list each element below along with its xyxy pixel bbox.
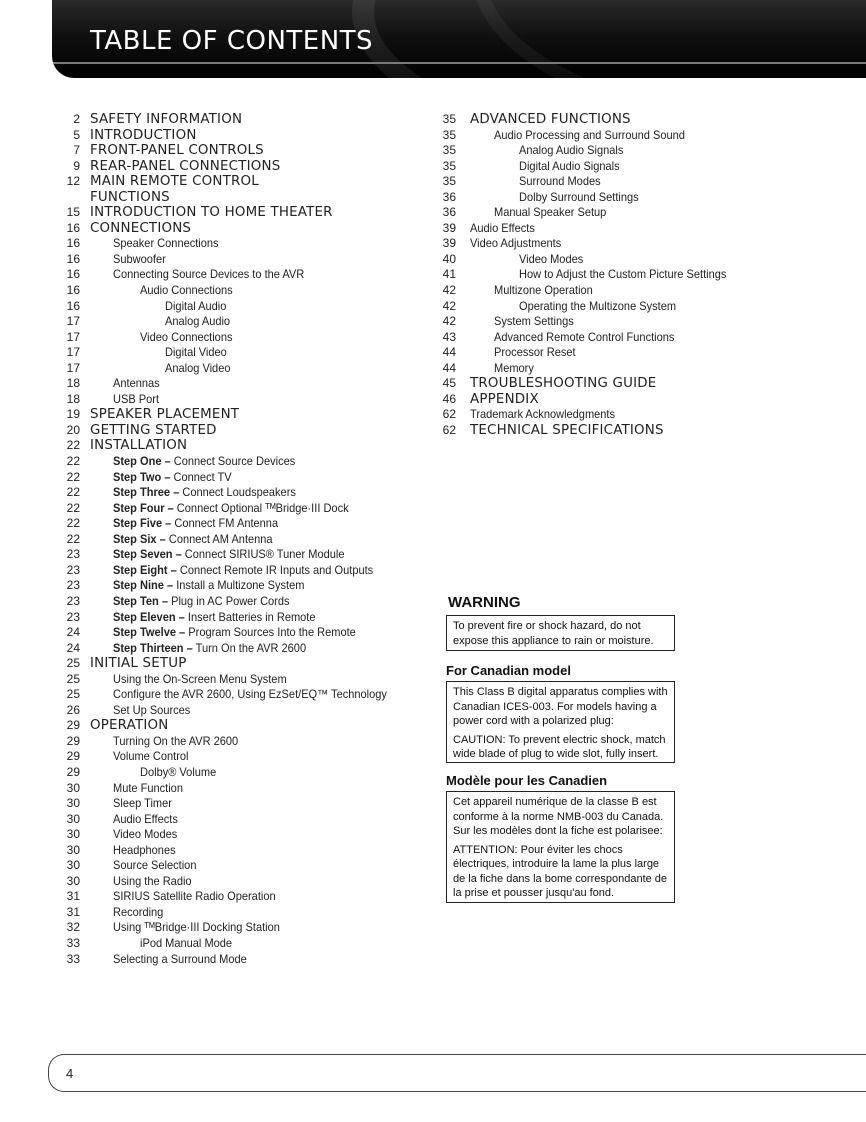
toc-entry (438, 376, 858, 392)
toc-page-number: 17 (66, 329, 80, 344)
toc-entry (438, 236, 858, 252)
toc-step-label: Step Seven – (113, 547, 182, 562)
toc-page-number: 5 (73, 127, 80, 142)
toc-entry (56, 174, 426, 205)
toc-entry-label: Headphones (113, 842, 176, 857)
toc-page-number: 62 (442, 407, 456, 422)
toc-step-label: Step Eleven – (113, 609, 185, 624)
toc-entry-label: Memory (494, 360, 534, 375)
toc-entry (438, 314, 858, 330)
toc-page-number: 22 (66, 500, 80, 515)
toc-entry (56, 454, 426, 470)
toc-entry-label: TROUBLESHOOTING GUIDE (470, 376, 657, 392)
toc-entry-label: USB Port (113, 391, 160, 406)
toc-entry (56, 749, 426, 765)
toc-entry-label: Analog Video (165, 360, 231, 375)
toc-page-number: 40 (442, 251, 456, 266)
toc-page-number: 16 (66, 267, 80, 282)
toc-step-label: Step Twelve – (113, 625, 186, 640)
toc-page-number: 25 (66, 671, 80, 686)
toc-step-text: Install a Multizone System (176, 578, 305, 593)
toc-entry-label: Multizone Operation (494, 283, 593, 298)
toc-page-number: 22 (66, 438, 80, 453)
toc-entry (438, 174, 858, 190)
toc-page-number: 17 (66, 314, 80, 329)
toc-entry-label: INSTALLATION (90, 438, 188, 454)
toc-entry-label: Antennas (113, 376, 160, 391)
toc-page-number: 9 (73, 158, 80, 173)
toc-page-number: 26 (66, 702, 80, 717)
toc-entry-label: SIRIUS Satellite Radio Operation (113, 889, 276, 904)
toc-entry (56, 283, 426, 299)
toc-entry (56, 796, 426, 812)
toc-step-text: Connect AM Antenna (168, 531, 273, 546)
toc-entry-label: Video Connections (140, 329, 233, 344)
toc-entry-label: MAIN REMOTE CONTROL FUNCTIONS (90, 174, 259, 205)
toc-entry-label (113, 532, 401, 548)
toc-entry-label: Audio Processing and Surround Sound (494, 127, 685, 142)
toc-entry (56, 563, 426, 579)
toc-entry (56, 827, 426, 843)
toc-page-number: 12 (66, 174, 80, 189)
toc-entry (56, 392, 426, 408)
toc-page-number: 22 (66, 531, 80, 546)
toc-page-number: 42 (442, 283, 456, 298)
toc-entry (56, 128, 426, 144)
toc-entry-label: Audio Effects (113, 811, 178, 826)
toc-entry-label: Advanced Remote Control Functions (494, 329, 675, 344)
toc-entry-label: TECHNICAL SPECIFICATIONS (470, 422, 664, 438)
toc-page-number: 33 (66, 935, 80, 950)
toc-entry (438, 423, 858, 439)
toc-page-number: 36 (442, 189, 456, 204)
toc-entry (56, 703, 426, 719)
toc-page-number: 41 (442, 267, 456, 282)
toc-step-label: Step One – (113, 454, 171, 469)
toc-entry (56, 516, 426, 532)
toc-page-number: 19 (66, 407, 80, 422)
toc-page-number: 2 (73, 112, 80, 126)
toc-entry (438, 159, 858, 175)
toc-entry-label (113, 547, 401, 563)
toc-entry (438, 299, 858, 315)
toc-page-number: 42 (442, 314, 456, 329)
toc-entry-label (113, 485, 401, 501)
toc-entry-label: Using the On-Screen Menu System (113, 671, 287, 686)
toc-page-number: 29 (66, 733, 80, 748)
toc-step-text: Connect SIRIUS® Tuner Module (184, 547, 345, 562)
toc-entry-label (113, 516, 401, 532)
toc-entry-label (113, 610, 401, 626)
toc-step-label: Step Four – (113, 500, 174, 515)
toc-entry (56, 485, 426, 501)
toc-entry (438, 112, 858, 128)
toc-page-number: 25 (66, 656, 80, 671)
canadian-title: For Canadian model (446, 663, 571, 678)
toc-page-number: 23 (66, 578, 80, 593)
toc-step-text: Connect Optional ᵀᴹBridge·III Dock (176, 500, 349, 515)
toc-page-number: 30 (66, 858, 80, 873)
toc-entry-label: Digital Audio Signals (519, 158, 620, 173)
toc-entry-label: INTRODUCTION (90, 127, 197, 143)
toc-entry-label (113, 594, 401, 610)
canadian-paragraph-1: This Class B digital apparatus complies with Canadian ICES-003. For models having a power cord with a polarized plug: (453, 686, 668, 727)
toc-entry-label: Source Selection (113, 858, 197, 873)
toc-entry (56, 267, 426, 283)
canadien-paragraph-2: ATTENTION: Pour éviter les chocs électriques, introduire la lame la plus large de la fiche dans la bome correspondante de la prise et pousser jusqu'au fond. (453, 843, 668, 899)
toc-page-number: 29 (66, 764, 80, 779)
toc-page-number: 43 (442, 329, 456, 344)
canadien-paragraph-1: Cet appareil numérique de la classe B est conforme à la norme NMB-003 du Canada. Sur les modèles dont la fiche est polarisee: (453, 796, 664, 837)
toc-entry (56, 687, 426, 703)
toc-entry (438, 361, 858, 377)
toc-entry (56, 143, 426, 159)
toc-entry (56, 625, 426, 641)
footer-frame (48, 1054, 866, 1092)
toc-entry (438, 143, 858, 159)
toc-page-number: 23 (66, 593, 80, 608)
toc-entry (56, 952, 426, 968)
toc-page-number: 30 (66, 827, 80, 842)
toc-page-number: 44 (442, 360, 456, 375)
banner-divider (52, 62, 866, 64)
toc-page-number: 17 (66, 360, 80, 375)
toc-entry-label: SAFETY INFORMATION (90, 112, 243, 127)
toc-entry (438, 205, 858, 221)
toc-page-number: 22 (66, 516, 80, 531)
toc-entry-label: Turning On the AVR 2600 (113, 733, 239, 748)
toc-entry (56, 936, 426, 952)
toc-entry (56, 812, 426, 828)
toc-entry (56, 112, 426, 128)
toc-entry-label: System Settings (494, 314, 574, 329)
toc-entry (56, 734, 426, 750)
toc-entry-label: Digital Audio (165, 298, 227, 313)
toc-entry (56, 843, 426, 859)
canadian-paragraph-2: CAUTION: To prevent electric shock, match wide blade of plug to wide slot, fully insert. (453, 733, 666, 760)
toc-entry (56, 205, 426, 221)
toc-entry-label: OPERATION (90, 718, 169, 734)
toc-step-label: Step Three – (113, 485, 180, 500)
toc-page-number: 22 (66, 469, 80, 484)
toc-entry (56, 361, 426, 377)
toc-entry (56, 376, 426, 392)
toc-entry (56, 159, 426, 175)
toc-entry (56, 221, 426, 237)
canadian-box (446, 681, 675, 763)
toc-entry-label: Video Modes (113, 827, 178, 842)
toc-page-number: 23 (66, 562, 80, 577)
toc-page-number: 15 (66, 205, 80, 220)
toc-entry-label: Video Modes (519, 251, 584, 266)
toc-entry-label: Using ᵀᴹBridge·III Docking Station (113, 920, 280, 935)
toc-page-number: 18 (66, 391, 80, 406)
toc-page-number: 23 (66, 547, 80, 562)
toc-entry (438, 267, 858, 283)
toc-page-number: 23 (66, 609, 80, 624)
toc-entry-label: Audio Effects (470, 220, 535, 235)
toc-entry-label: INTRODUCTION TO HOME THEATER (90, 205, 333, 221)
toc-entry-label (113, 625, 401, 641)
toc-page-number: 35 (442, 174, 456, 189)
toc-step-label: Step Eight – (113, 562, 177, 577)
toc-page-number: 24 (66, 640, 80, 655)
toc-page-number: 42 (442, 298, 456, 313)
toc-entry-label: Volume Control (113, 749, 189, 764)
toc-entry-label (113, 470, 401, 486)
toc-entry (56, 299, 426, 315)
toc-entry (56, 610, 426, 626)
toc-entry-label: ADVANCED FUNCTIONS (470, 112, 631, 127)
toc-page-number: 16 (66, 220, 80, 235)
toc-entry-label: Analog Audio Signals (519, 143, 624, 158)
toc-step-label: Step Six – (113, 531, 166, 546)
warning-box (446, 615, 675, 651)
toc-entry-label: Video Adjustments (470, 236, 562, 251)
toc-page-number: 7 (73, 143, 80, 158)
toc-entry (438, 128, 858, 144)
toc-step-label: Step Nine – (113, 578, 174, 593)
toc-entry-label: Recording (113, 904, 164, 919)
toc-entry-label: iPod Manual Mode (140, 935, 233, 950)
toc-step-label: Step Thirteen – (113, 640, 193, 655)
toc-page-number: 35 (442, 143, 456, 158)
toc-entry-label: GETTING STARTED (90, 422, 217, 438)
toc-right-column (438, 112, 858, 438)
toc-entry-label: Dolby Surround Settings (519, 189, 639, 204)
toc-entry (56, 641, 426, 657)
toc-page-number: 20 (66, 422, 80, 437)
toc-entry-label: Audio Connections (140, 283, 233, 298)
toc-entry (56, 672, 426, 688)
toc-page-number: 16 (66, 283, 80, 298)
toc-entry (56, 438, 426, 454)
toc-page-number: 29 (66, 749, 80, 764)
toc-entry (438, 252, 858, 268)
toc-entry (56, 656, 426, 672)
toc-page-number: 36 (442, 205, 456, 220)
toc-entry (56, 407, 426, 423)
toc-step-text: Connect Remote IR Inputs and Outputs (179, 562, 374, 577)
toc-entry-label: REAR-PANEL CONNECTIONS (90, 158, 281, 174)
toc-page-number: 35 (442, 127, 456, 142)
toc-entry (438, 407, 858, 423)
toc-entry (56, 718, 426, 734)
toc-entry (56, 594, 426, 610)
toc-entry (56, 889, 426, 905)
toc-page-number: 32 (66, 920, 80, 935)
toc-entry-label: Using the Radio (113, 873, 192, 888)
toc-entry (438, 190, 858, 206)
toc-entry-label: Processor Reset (494, 345, 576, 360)
toc-entry-label: SPEAKER PLACEMENT (90, 407, 240, 423)
toc-page-number: 22 (66, 454, 80, 469)
toc-entry (56, 578, 426, 594)
canadien-title: Modèle pour les Canadien (446, 773, 608, 788)
toc-entry-label: Manual Speaker Setup (494, 205, 607, 220)
toc-step-text: Connect Loudspeakers (182, 485, 296, 500)
toc-step-text: Insert Batteries in Remote (187, 609, 316, 624)
toc-page-number: 30 (66, 811, 80, 826)
toc-entry (56, 547, 426, 563)
toc-entry-label (113, 578, 401, 594)
toc-page-number: 31 (66, 889, 80, 904)
toc-step-text: Turn On the AVR 2600 (195, 640, 307, 655)
toc-entry-label: Dolby® Volume (140, 764, 217, 779)
toc-entry (56, 330, 426, 346)
toc-page-number: 30 (66, 842, 80, 857)
toc-entry-label: Sleep Timer (113, 796, 172, 811)
toc-page-number: 30 (66, 780, 80, 795)
toc-entry-label: Trademark Acknowledgments (470, 407, 616, 422)
toc-entry-label: Digital Video (165, 345, 227, 360)
toc-entry (56, 765, 426, 781)
toc-page-number: 46 (442, 391, 456, 406)
toc-entry-label: Connecting Source Devices to the AVR (113, 267, 305, 282)
toc-page-number: 22 (66, 485, 80, 500)
toc-page-number: 16 (66, 251, 80, 266)
toc-entry (438, 283, 858, 299)
toc-page-number: 16 (66, 236, 80, 251)
toc-page-number: 35 (442, 112, 456, 126)
toc-entry (56, 236, 426, 252)
toc-step-label: Step Ten – (113, 593, 169, 608)
toc-page-number: 16 (66, 298, 80, 313)
toc-page-number: 44 (442, 345, 456, 360)
toc-page-number: 62 (442, 422, 456, 437)
toc-page-number: 30 (66, 796, 80, 811)
toc-page-number: 45 (442, 376, 456, 391)
toc-page-number: 31 (66, 904, 80, 919)
toc-entry-label (113, 641, 401, 657)
toc-entry-label: CONNECTIONS (90, 220, 192, 236)
toc-page-number: 39 (442, 220, 456, 235)
toc-step-text: Connect Source Devices (173, 454, 296, 469)
toc-entry (438, 330, 858, 346)
canadien-box (446, 791, 675, 903)
toc-entry-label: Selecting a Surround Mode (113, 951, 247, 966)
toc-entry (438, 221, 858, 237)
toc-entry (56, 470, 426, 486)
toc-page-number: 24 (66, 625, 80, 640)
toc-entry-label: Mute Function (113, 780, 183, 795)
toc-page-number: 18 (66, 376, 80, 391)
toc-page-number: 33 (66, 951, 80, 966)
toc-entry-label: Operating the Multizone System (519, 298, 677, 313)
toc-step-label: Step Five – (113, 516, 172, 531)
toc-page-number: 17 (66, 345, 80, 360)
toc-entry-label: How to Adjust the Custom Picture Settings (519, 267, 727, 282)
toc-step-text: Connect FM Antenna (174, 516, 279, 531)
toc-step-text: Program Sources Into the Remote (188, 625, 356, 640)
toc-entry (438, 345, 858, 361)
toc-step-text: Connect TV (173, 469, 232, 484)
toc-entry-label: INITIAL SETUP (90, 656, 187, 672)
toc-step-text: Plug in AC Power Cords (171, 593, 290, 608)
toc-page-number: 25 (66, 687, 80, 702)
toc-page-number: 29 (66, 718, 80, 733)
toc-page-number: 30 (66, 873, 80, 888)
toc-entry-label: Subwoofer (113, 251, 166, 266)
toc-entry-label: Surround Modes (519, 174, 601, 189)
toc-entry (56, 501, 426, 517)
toc-entry-label: APPENDIX (470, 391, 539, 407)
toc-entry-label: Set Up Sources (113, 702, 191, 717)
toc-entry-label: Configure the AVR 2600, Using EzSet/EQ™ Technology (113, 687, 387, 702)
toc-entry-label (113, 563, 401, 579)
warning-title: WARNING (448, 594, 521, 611)
page-number: 4 (66, 1066, 74, 1081)
toc-entry (56, 874, 426, 890)
toc-entry-label: Speaker Connections (113, 236, 219, 251)
toc-entry (438, 392, 858, 408)
toc-entry (56, 920, 426, 936)
toc-entry (56, 905, 426, 921)
toc-entry (56, 314, 426, 330)
toc-page-number: 35 (442, 158, 456, 173)
toc-page-number: 39 (442, 236, 456, 251)
toc-entry (56, 532, 426, 548)
toc-entry-label: Analog Audio (165, 314, 231, 329)
page-title: TABLE OF CONTENTS (90, 26, 374, 56)
toc-step-label: Step Two – (113, 469, 171, 484)
warning-text: To prevent fire or shock hazard, do not expose this appliance to rain or moisture. (453, 620, 654, 647)
toc-entry-label (113, 454, 401, 470)
toc-entry (56, 252, 426, 268)
toc-entry-label: FRONT-PANEL CONTROLS (90, 143, 264, 159)
toc-entry (56, 423, 426, 439)
toc-entry (56, 345, 426, 361)
toc-entry (56, 858, 426, 874)
toc-entry-label (113, 501, 401, 517)
toc-left-column (56, 112, 426, 967)
toc-entry (56, 781, 426, 797)
